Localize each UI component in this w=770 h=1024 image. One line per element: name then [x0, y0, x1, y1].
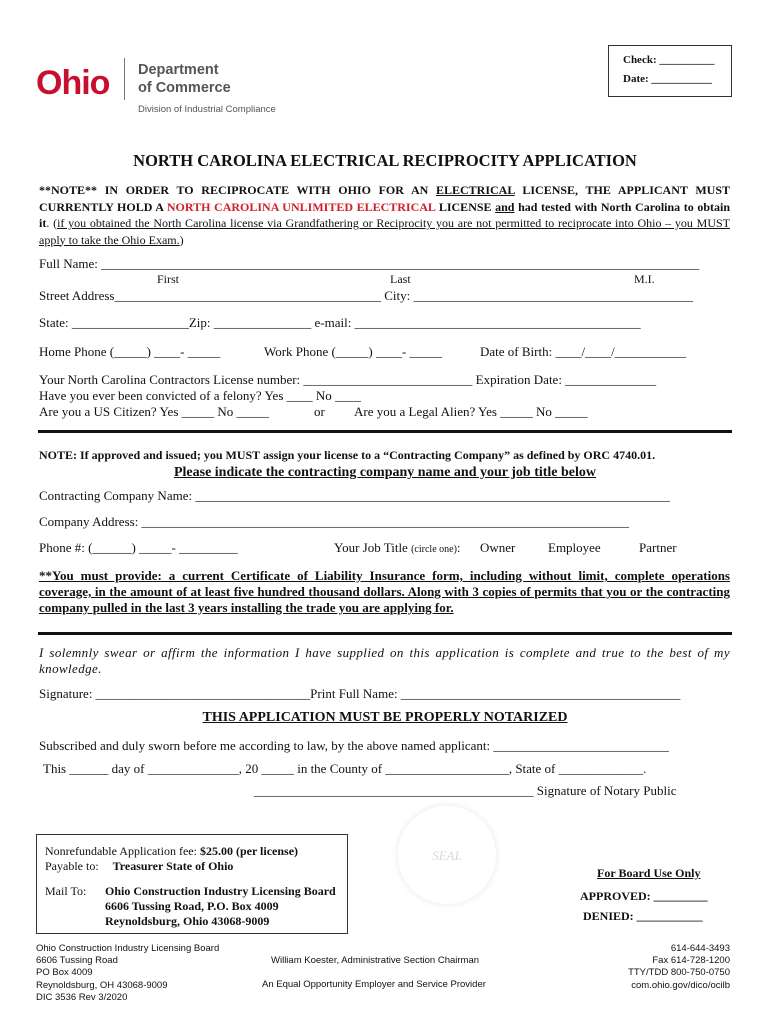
payable-row: Payable to: Treasurer State of Ohio [45, 859, 234, 873]
insurance-requirement: **You must provide: a current Certificate of Liability Insurance form, including without limit, complete operations coverage, in the amount of at least five hundred thousand dollars. Along with 3 copies of permits that you or the contracting company pulled in the last 3 years installing the trade you are applying for. [39, 568, 730, 615]
notary-date-county-field[interactable]: This ______ day of ______________, 20 _____ in the County of ___________________, State of _____________. [43, 761, 647, 776]
nc-license-field[interactable]: Your North Carolina Contractors License number: __________________________ Expiration Date: ______________ [39, 372, 657, 387]
or-label: or [314, 404, 325, 419]
fee-row: Nonrefundable Application fee: $25.00 (per license) [45, 844, 299, 858]
footer-website-link[interactable]: com.ohio.gov/dico/ocilb [631, 979, 730, 991]
contracting-note: NOTE: If approved and issued; you MUST assign your license to a “Contracting Company” as defined by ORC 4740.01. [39, 448, 656, 462]
state-zip-email-field[interactable]: State: __________________Zip: _______________ e-mail: ____________________________________________ [39, 315, 641, 330]
notary-signature-field[interactable]: ___________________________________________ Signature of Notary Public [254, 783, 677, 798]
legal-alien-question[interactable]: Are you a Legal Alien? Yes _____ No _____ [354, 404, 588, 419]
division-name: Division of Industrial Compliance [138, 104, 276, 115]
section-divider [38, 632, 732, 635]
footer-chairman: William Koester, Administrative Section Chairman [271, 955, 480, 966]
date-of-birth-field[interactable]: Date of Birth: ____/____/___________ [480, 344, 687, 359]
name-last-label: Last [390, 272, 411, 286]
dept-name-line1: Department [138, 62, 219, 78]
company-phone-field[interactable]: Phone #: (______) _____- _________ [39, 540, 238, 555]
affirmation-statement: I solemnly swear or affirm the information I have supplied on this application is complete and true to the best of my knowledge. [39, 645, 730, 676]
company-name-field[interactable]: Contracting Company Name: _________________________________________________________________________ [39, 488, 670, 503]
job-title-owner[interactable]: Owner [480, 540, 516, 555]
seal-label: SEAL [432, 848, 462, 863]
signature-print-name-field[interactable]: Signature: _________________________________Print Full Name: ___________________________________________ [39, 686, 681, 701]
name-first-label: First [157, 272, 180, 286]
page-title: NORTH CAROLINA ELECTRICAL RECIPROCITY APPLICATION [133, 151, 637, 170]
svg-text:Ohio: Ohio [36, 64, 110, 102]
fee-mailing-box [36, 834, 348, 934]
full-name-field[interactable]: Full Name: ____________________________________________________________________________________________ [39, 256, 700, 271]
us-citizen-question[interactable]: Are you a US Citizen? Yes _____ No _____ [39, 404, 270, 419]
denied-field: DENIED: ___________ [583, 909, 703, 923]
contracting-heading: Please indicate the contracting company name and your job title below [173, 465, 597, 480]
footer-address: Ohio Construction Industry Licensing Board 6606 Tussing Road PO Box 4009 Reynoldsburg, OH 43068-9009 DIC 3536 Rev 3/2020 [36, 943, 220, 1003]
home-phone-field[interactable]: Home Phone (_____) ____- _____ [39, 344, 221, 359]
reciprocity-note: **NOTE** IN ORDER TO RECIPROCATE WITH OHIO FOR AN ELECTRICAL LICENSE, THE APPLICANT MUST CURRENTLY HOLD A NORTH CAROLINA UNLIMITED ELECTRICAL LICENSE and had tested with North Carolina to obtain it. (if you obtained the North Carolina license via Grandfathering or Reciprocity you are not permitted to reciprocate into Ohio – you MUST apply to take the Ohio Exam.) [39, 183, 731, 247]
dept-name-line2: of Commerce [138, 80, 231, 96]
ohio-wordmark-icon [36, 62, 148, 104]
subscribed-field[interactable]: Subscribed and duly sworn before me according to law, by the above named applicant: ___________________________ [39, 738, 669, 753]
company-address-field[interactable]: Company Address: ___________________________________________________________________________ [39, 514, 630, 529]
job-title-partner[interactable]: Partner [639, 540, 677, 555]
footer-contact: 614-644-3493 Fax 614-728-1200 TTY/TDD 800-750-0750 com.ohio.gov/dico/ocilb [560, 943, 730, 992]
logo-divider [124, 58, 125, 100]
office-check-box [608, 45, 732, 97]
name-mi-label: M.I. [634, 272, 655, 286]
section-divider [38, 430, 732, 433]
notary-seal-placeholder [398, 806, 496, 904]
job-title-employee[interactable]: Employee [548, 540, 601, 555]
board-use-heading: For Board Use Only [597, 866, 701, 880]
notarized-heading: THIS APPLICATION MUST BE PROPERLY NOTARIZED [202, 710, 568, 725]
date-field: Date: ___________ [623, 73, 712, 85]
job-title-field: Your Job Title (circle one): [334, 540, 461, 555]
check-field: Check: __________ [623, 54, 715, 66]
footer-equal-opportunity: An Equal Opportunity Employer and Service Provider [262, 979, 486, 990]
street-city-field[interactable]: Street Address_________________________________________ City: ___________________________________________ [39, 288, 693, 303]
approved-field: APPROVED: _________ [580, 889, 708, 903]
felony-question[interactable]: Have you ever been convicted of a felony? Yes ____ No ____ [39, 388, 362, 403]
mail-to-row: Mail To: Ohio Construction Industry Licensing Board 6606 Tussing Road, P.O. Box 4009 Reynoldsburg, Ohio 43068-9009 [45, 884, 336, 928]
work-phone-field[interactable]: Work Phone (_____) ____- _____ [264, 344, 443, 359]
